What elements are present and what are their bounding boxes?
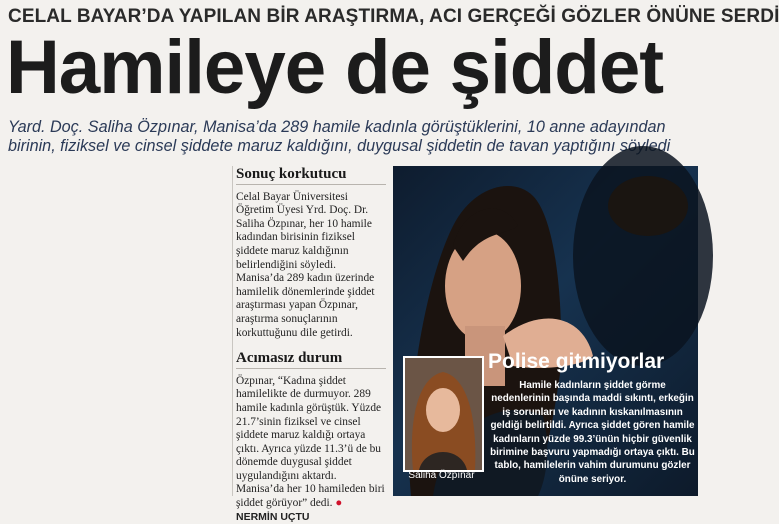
photo-caption: Hamile kadınların şiddet görme nedenlerinin başında maddi sıkıntı, erkeğin iş sorunları ve kadının kıskanılmasının geldiği belirtildi. Ayrıca şiddet gören hamile kadınların yüzde 99.3’ünün hiçbir güvenlik birimine başvuru yapmadığı ortaya çıktı. Bu tablo, hamilelerin vahim durumunu gözler önüne seriyor.	[490, 380, 695, 485]
subhead-sonuc: Sonuç korkutucu	[236, 166, 386, 185]
headline: Hamileye de şiddet	[6, 25, 664, 110]
kicker: CELAL BAYAR’DA YAPILAN BİR ARAŞTIRMA, ACI GERÇEĞİ GÖZLER ÖNÜNE SERDİ	[8, 6, 779, 27]
byline: NERMİN UÇTU	[236, 510, 310, 523]
bullet-icon: ●	[335, 497, 343, 510]
paragraph-2	[236, 375, 386, 524]
paragraph-2-text: Özpınar, “Kadına şiddet hamilelikte de durmuyor. 289 hamile kadınla görüştük. Yüzde 21.7’sinin fiziksel ve cinsel şiddete maruz kaldığı ortaya çıktı. Ayrıca yüzde 11.3’ü de bu dönemde duygusal şiddet uygulandığını aktardı. Manisa’da her 10 hamileden biri şiddet görüyor” dedi.	[236, 374, 385, 510]
news-photo	[393, 166, 698, 496]
column-divider	[232, 166, 233, 496]
portrait-image	[405, 358, 482, 470]
spot-text: Yard. Doç. Saliha Özpınar, Manisa’da 289 hamile kadınla görüştüklerini, 10 anne adayından birinin, fiziksel ve cinsel şiddete maruz kaldığını, duygusal şiddetin de tavan yaptığını söyledi	[8, 118, 671, 155]
inset-caption: Saliha Özpınar	[408, 470, 475, 481]
subhead-acimasiz: Acımasız durum	[236, 350, 386, 369]
photo-title: Polise gitmiyorlar	[488, 350, 665, 373]
portrait-inset	[403, 356, 484, 472]
text-column	[236, 166, 386, 524]
paragraph-1: Celal Bayar Üniversitesi Öğretim Üyesi Yrd. Doç. Dr. Saliha Özpınar, her 10 hamile kadından birisinin fiziksel şiddete maruz kaldığının belirlendiğini söyledi. Manisa’da 289 kadın üzerinde hamilelik dönemlerinde şiddet araştırması yapan Özpınar, araştırma sonuçlarının korkuttuğunu dile getirdi.	[236, 190, 375, 339]
